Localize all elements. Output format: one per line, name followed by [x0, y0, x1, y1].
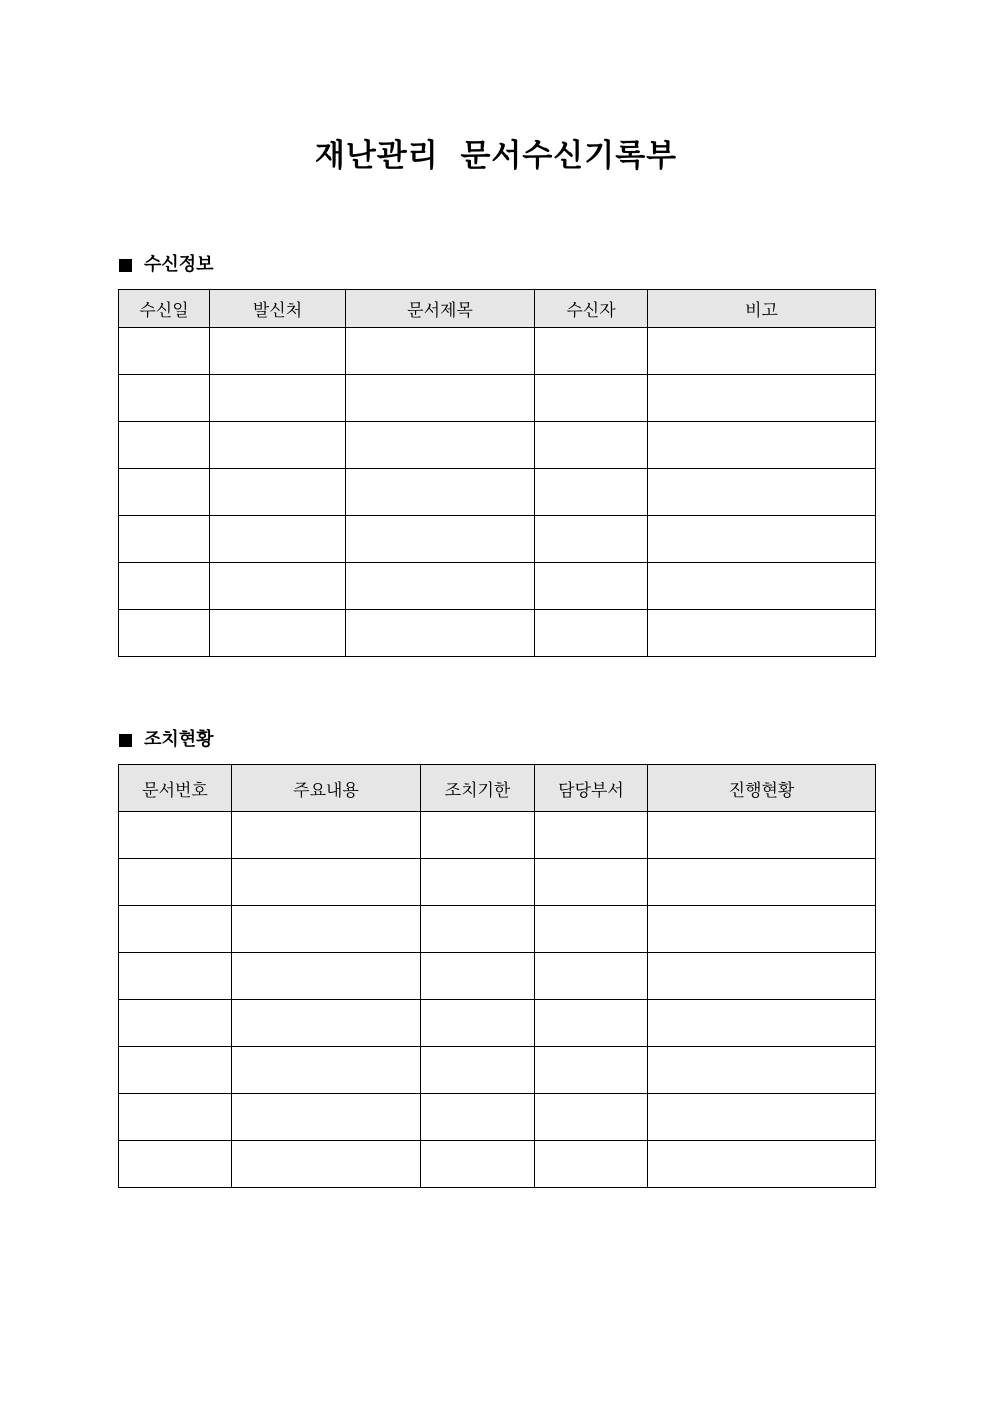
table-cell[interactable]: [421, 1094, 535, 1141]
table-cell[interactable]: [421, 1047, 535, 1094]
table-row: [119, 812, 876, 859]
table-cell[interactable]: [210, 610, 346, 657]
table-cell[interactable]: [119, 906, 232, 953]
table-cell[interactable]: [119, 953, 232, 1000]
table-cell[interactable]: [232, 1000, 421, 1047]
table-cell[interactable]: [535, 1047, 648, 1094]
table-cell[interactable]: [648, 1047, 876, 1094]
table-cell[interactable]: [648, 469, 876, 516]
table-cell[interactable]: [232, 859, 421, 906]
table-cell[interactable]: [421, 953, 535, 1000]
table-cell[interactable]: [119, 375, 210, 422]
table-cell[interactable]: [648, 422, 876, 469]
table-cell[interactable]: [535, 563, 648, 610]
table-row: [119, 1094, 876, 1141]
table-cell[interactable]: [535, 610, 648, 657]
column-header-remarks: 비고: [648, 290, 876, 328]
table-cell[interactable]: [648, 1094, 876, 1141]
table-cell[interactable]: [210, 516, 346, 563]
table-cell[interactable]: [421, 859, 535, 906]
document-title: 재난관리 문서수신기록부: [314, 138, 678, 174]
action-status-table: [118, 764, 876, 1188]
table-cell[interactable]: [119, 812, 232, 859]
table-row: [119, 859, 876, 906]
table-cell[interactable]: [232, 953, 421, 1000]
table-cell[interactable]: [535, 953, 648, 1000]
table-cell[interactable]: [210, 422, 346, 469]
table-cell[interactable]: [232, 1047, 421, 1094]
table-cell[interactable]: [421, 906, 535, 953]
column-header-department: 담당부서: [535, 765, 648, 812]
table-cell[interactable]: [119, 1094, 232, 1141]
table-row: [119, 610, 876, 657]
table-row: [119, 1141, 876, 1188]
table-cell[interactable]: [648, 906, 876, 953]
table-row: [119, 375, 876, 422]
table-cell[interactable]: [232, 906, 421, 953]
table-cell[interactable]: [346, 469, 535, 516]
table-cell[interactable]: [232, 812, 421, 859]
table-cell[interactable]: [210, 375, 346, 422]
table-cell[interactable]: [346, 516, 535, 563]
table-header-row: [119, 290, 876, 328]
table-row: [119, 1047, 876, 1094]
table-cell[interactable]: [648, 1000, 876, 1047]
table-cell[interactable]: [119, 422, 210, 469]
table-cell[interactable]: [648, 859, 876, 906]
table-cell[interactable]: [648, 610, 876, 657]
table-cell[interactable]: [119, 610, 210, 657]
table-cell[interactable]: [535, 1141, 648, 1188]
square-bullet-icon: [119, 259, 132, 272]
table-cell[interactable]: [648, 953, 876, 1000]
table-row: [119, 1000, 876, 1047]
column-header-document-title: 문서제목: [346, 290, 535, 328]
column-header-sender: 발신처: [210, 290, 346, 328]
column-header-progress: 진행현황: [648, 765, 876, 812]
table-cell[interactable]: [535, 375, 648, 422]
table-cell[interactable]: [535, 906, 648, 953]
table-row: [119, 516, 876, 563]
table-row: [119, 422, 876, 469]
section-heading-action-status: [119, 728, 214, 752]
table-cell[interactable]: [346, 328, 535, 375]
table-cell[interactable]: [119, 328, 210, 375]
table-cell[interactable]: [535, 422, 648, 469]
table-row: [119, 906, 876, 953]
table-cell[interactable]: [232, 1094, 421, 1141]
table-cell[interactable]: [535, 1094, 648, 1141]
table-cell[interactable]: [232, 1141, 421, 1188]
table-cell[interactable]: [648, 516, 876, 563]
table-cell[interactable]: [346, 610, 535, 657]
column-header-recipient: 수신자: [535, 290, 648, 328]
table-cell[interactable]: [119, 516, 210, 563]
table-cell[interactable]: [119, 859, 232, 906]
section-heading-label: 조치현황: [144, 729, 214, 750]
column-header-action-deadline: 조치기한: [421, 765, 535, 812]
table-cell[interactable]: [119, 563, 210, 610]
table-cell[interactable]: [648, 563, 876, 610]
table-cell[interactable]: [119, 1141, 232, 1188]
table-cell[interactable]: [648, 1141, 876, 1188]
table-cell[interactable]: [535, 328, 648, 375]
receipt-info-table: [118, 289, 876, 657]
table-cell[interactable]: [535, 469, 648, 516]
table-cell[interactable]: [210, 563, 346, 610]
table-cell[interactable]: [535, 859, 648, 906]
table-cell[interactable]: [119, 469, 210, 516]
table-cell[interactable]: [119, 1000, 232, 1047]
table-row: [119, 469, 876, 516]
table-cell[interactable]: [210, 469, 346, 516]
table-cell[interactable]: [648, 375, 876, 422]
square-bullet-icon: [119, 734, 132, 747]
table-cell[interactable]: [346, 563, 535, 610]
table-cell[interactable]: [421, 1000, 535, 1047]
table-cell[interactable]: [648, 812, 876, 859]
table-cell[interactable]: [535, 1000, 648, 1047]
table-cell[interactable]: [421, 812, 535, 859]
section-heading-label: 수신정보: [144, 254, 214, 275]
table-row: [119, 563, 876, 610]
table-cell[interactable]: [119, 1047, 232, 1094]
table-header-row: [119, 765, 876, 812]
table-row: [119, 953, 876, 1000]
table-cell[interactable]: [421, 1141, 535, 1188]
column-header-main-content: 주요내용: [232, 765, 421, 812]
table-cell[interactable]: [535, 812, 648, 859]
table-cell[interactable]: [346, 375, 535, 422]
table-row: [119, 328, 876, 375]
table-cell[interactable]: [210, 328, 346, 375]
section-heading-receipt-info: [119, 253, 214, 277]
table-cell[interactable]: [648, 328, 876, 375]
column-header-document-number: 문서번호: [119, 765, 232, 812]
column-header-received-date: 수신일: [119, 290, 210, 328]
table-cell[interactable]: [535, 516, 648, 563]
table-cell[interactable]: [346, 422, 535, 469]
